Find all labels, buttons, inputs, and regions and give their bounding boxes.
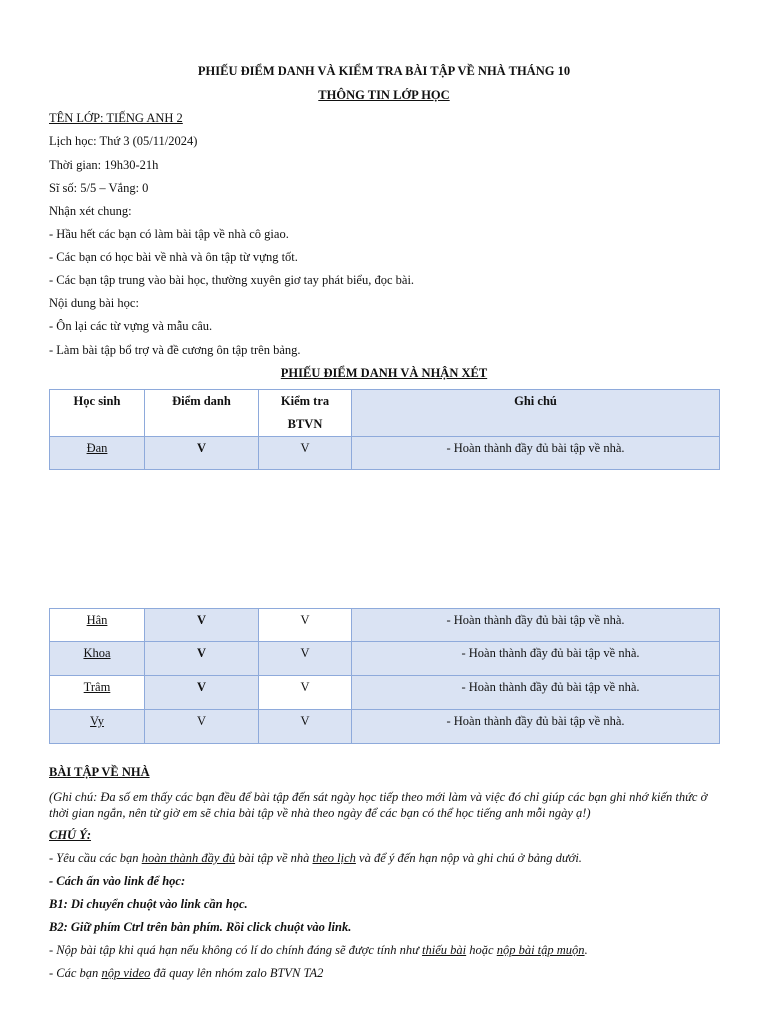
attendance-mark: V — [145, 710, 259, 744]
step-1: B1: Di chuyển chuột vào link cần học. — [49, 897, 248, 911]
header-check — [259, 390, 352, 437]
homework-check-mark: V — [259, 710, 352, 744]
attendance-mark: V — [145, 676, 259, 710]
class-name: TÊN LỚP: TIẾNG ANH 2 — [49, 111, 183, 125]
schedule: Lịch học: Thứ 3 (05/11/2024) — [49, 134, 198, 148]
emphasis-complete: hoàn thành đầy đủ — [141, 851, 236, 865]
attention-label: CHÚ Ý: — [49, 828, 92, 842]
table-row — [50, 437, 720, 470]
student-note: - Hoàn thành đầy đủ bài tập về nhà. — [352, 642, 720, 676]
header-check-line1: Kiểm tra — [280, 394, 330, 408]
table-header-row — [50, 390, 720, 437]
student-note: - Hoàn thành đầy đủ bài tập về nhà. — [352, 437, 720, 470]
header-note: Ghi chú — [352, 390, 720, 437]
homework-note: (Ghi chú: Đa số em thấy các bạn đều để bài tập đến sát ngày học tiếp theo mới làm và việc đó chỉ giúp các bạn ghi nhớ kiến thức ở thời gian ngắn, nên từ giờ em sẽ chia bài tập về nhà theo ngày để các bạn có thể học tiếng anh mỗi ngày ạ!) — [49, 790, 708, 820]
link-instructions-label: - Cách ấn vào link để học: — [49, 874, 186, 888]
header-check-line2: BTVN — [287, 417, 323, 431]
student-name: Hân — [50, 609, 145, 642]
content-2: - Làm bài tập bổ trợ và đề cương ôn tập trên bảng. — [49, 343, 301, 357]
comment-2: - Các bạn có học bài về nhà và ôn tập từ vựng tốt. — [49, 250, 298, 264]
section-class-info: THÔNG TIN LỚP HỌC — [318, 88, 450, 102]
student-name: Khoa — [50, 642, 145, 676]
emphasis-schedule: theo lịch — [312, 851, 356, 865]
attendance-table-part2 — [49, 608, 720, 744]
student-name: Trâm — [50, 676, 145, 710]
table-row — [50, 676, 720, 710]
homework-check-mark: V — [259, 676, 352, 710]
video-line: - Các bạn nộp video đã quay lên nhóm zalo BTVN TA2 — [49, 966, 324, 980]
attendance-table-part1 — [49, 389, 720, 470]
attendance-count: Sĩ số: 5/5 – Vắng: 0 — [49, 181, 149, 195]
student-note: - Hoàn thành đầy đủ bài tập về nhà. — [352, 710, 720, 744]
requirement-line: - Yêu cầu các bạn hoàn thành đầy đủ bài tập về nhà theo lịch và để ý đến hạn nộp và ghi chú ở bảng dưới. — [49, 851, 582, 865]
step-2: B2: Giữ phím Ctrl trên bàn phím. Rồi click chuột vào link. — [49, 920, 352, 934]
homework-title: BÀI TẬP VỀ NHÀ — [49, 765, 150, 779]
attendance-mark: V — [145, 642, 259, 676]
time: Thời gian: 19h30-21h — [49, 158, 159, 172]
student-note: - Hoàn thành đầy đủ bài tập về nhà. — [352, 609, 720, 642]
content-label: Nội dung bài học: — [49, 296, 139, 310]
table-row — [50, 609, 720, 642]
comment-1: - Hầu hết các bạn có làm bài tập về nhà cô giao. — [49, 227, 289, 241]
student-name: Vy — [50, 710, 145, 744]
attendance-mark: V — [145, 609, 259, 642]
header-student: Học sinh — [50, 390, 145, 437]
table-row — [50, 710, 720, 744]
header-attendance: Điểm danh — [145, 390, 259, 437]
student-note: - Hoàn thành đầy đủ bài tập về nhà. — [352, 676, 720, 710]
general-comment-label: Nhận xét chung: — [49, 204, 132, 218]
homework-check-mark: V — [259, 642, 352, 676]
comment-3: - Các bạn tập trung vào bài học, thường xuyên giơ tay phát biểu, đọc bài. — [49, 273, 415, 287]
emphasis-missing: thiếu bài — [422, 943, 467, 957]
table-title: PHIẾU ĐIỂM DANH VÀ NHẬN XÉT — [280, 366, 488, 380]
document-title: PHIẾU ĐIỂM DANH VÀ KIỂM TRA BÀI TẬP VỀ NHÀ THÁNG 10 — [197, 64, 571, 78]
homework-check-mark: V — [259, 609, 352, 642]
homework-check-mark: V — [259, 437, 352, 470]
student-name: Đan — [50, 437, 145, 470]
attendance-mark: V — [145, 437, 259, 470]
emphasis-late: nộp bài tập muộn — [496, 943, 585, 957]
emphasis-video: nộp video — [101, 966, 151, 980]
late-submission-line: - Nộp bài tập khi quá hạn nếu không có lí do chính đáng sẽ được tính như thiếu bài hoặc nộp bài tập muộn. — [49, 943, 588, 957]
table-row — [50, 642, 720, 676]
content-1: - Ôn lại các từ vựng và mẫu câu. — [49, 319, 213, 333]
